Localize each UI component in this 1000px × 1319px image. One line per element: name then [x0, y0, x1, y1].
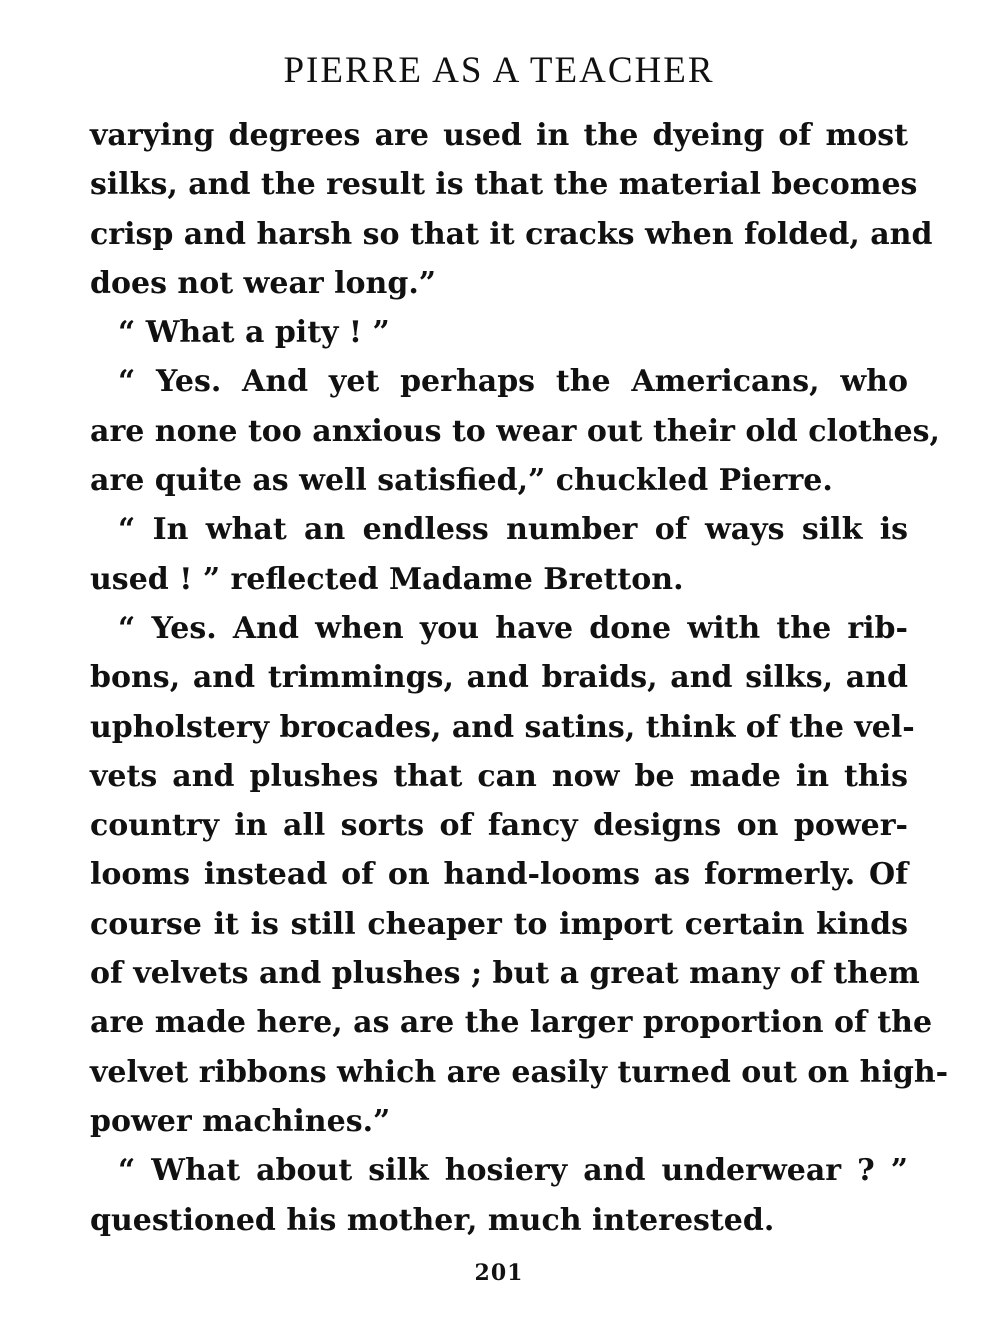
- text-line: crisp and harsh so that it cracks when folded, and: [90, 216, 933, 252]
- text-line: course it is still cheaper to import certain kinds: [90, 906, 908, 942]
- text-line: “ In what an endless number of ways silk is: [118, 512, 908, 548]
- text-line: silks, and the result is that the material becomes: [90, 167, 918, 203]
- running-head: PIERRE AS A TEACHER: [283, 50, 715, 91]
- page-number: 201: [474, 1260, 524, 1286]
- text-line: power machines.”: [90, 1103, 391, 1139]
- text-line: are quite as well satisfied,” chuckled Pierre.: [90, 463, 833, 499]
- text-line: does not wear long.”: [90, 265, 437, 301]
- text-line: “ Yes. And when you have done with the rib-: [118, 610, 908, 646]
- text-line: questioned his mother, much interested.: [90, 1202, 775, 1238]
- text-line: upholstery brocades, and satins, think of the vel-: [90, 709, 915, 745]
- text-line: “ What a pity ! ”: [118, 315, 390, 351]
- text-line: used ! ” reflected Madame Bretton.: [90, 561, 684, 597]
- text-line: bons, and trimmings, and braids, and silks, and: [90, 660, 908, 696]
- text-line: “ What about silk hosiery and underwear ? ”: [118, 1153, 908, 1189]
- body-text: [90, 111, 949, 1245]
- text-line: are none too anxious to wear out their old clothes,: [90, 413, 940, 449]
- book-page: [90, 0, 949, 1319]
- text-line: looms instead of on hand-looms as formerly. Of: [90, 857, 908, 893]
- text-line: of velvets and plushes ; but a great many of them: [90, 956, 920, 992]
- text-line: velvet ribbons which are easily turned out on high-: [90, 1054, 949, 1090]
- text-line: vets and plushes that can now be made in this: [90, 758, 908, 794]
- text-line: “ Yes. And yet perhaps the Americans, who: [118, 364, 908, 400]
- text-line: country in all sorts of fancy designs on power-: [90, 808, 908, 844]
- text-line: varying degrees are used in the dyeing of most: [90, 118, 908, 153]
- text-line: are made here, as are the larger proportion of the: [90, 1005, 933, 1041]
